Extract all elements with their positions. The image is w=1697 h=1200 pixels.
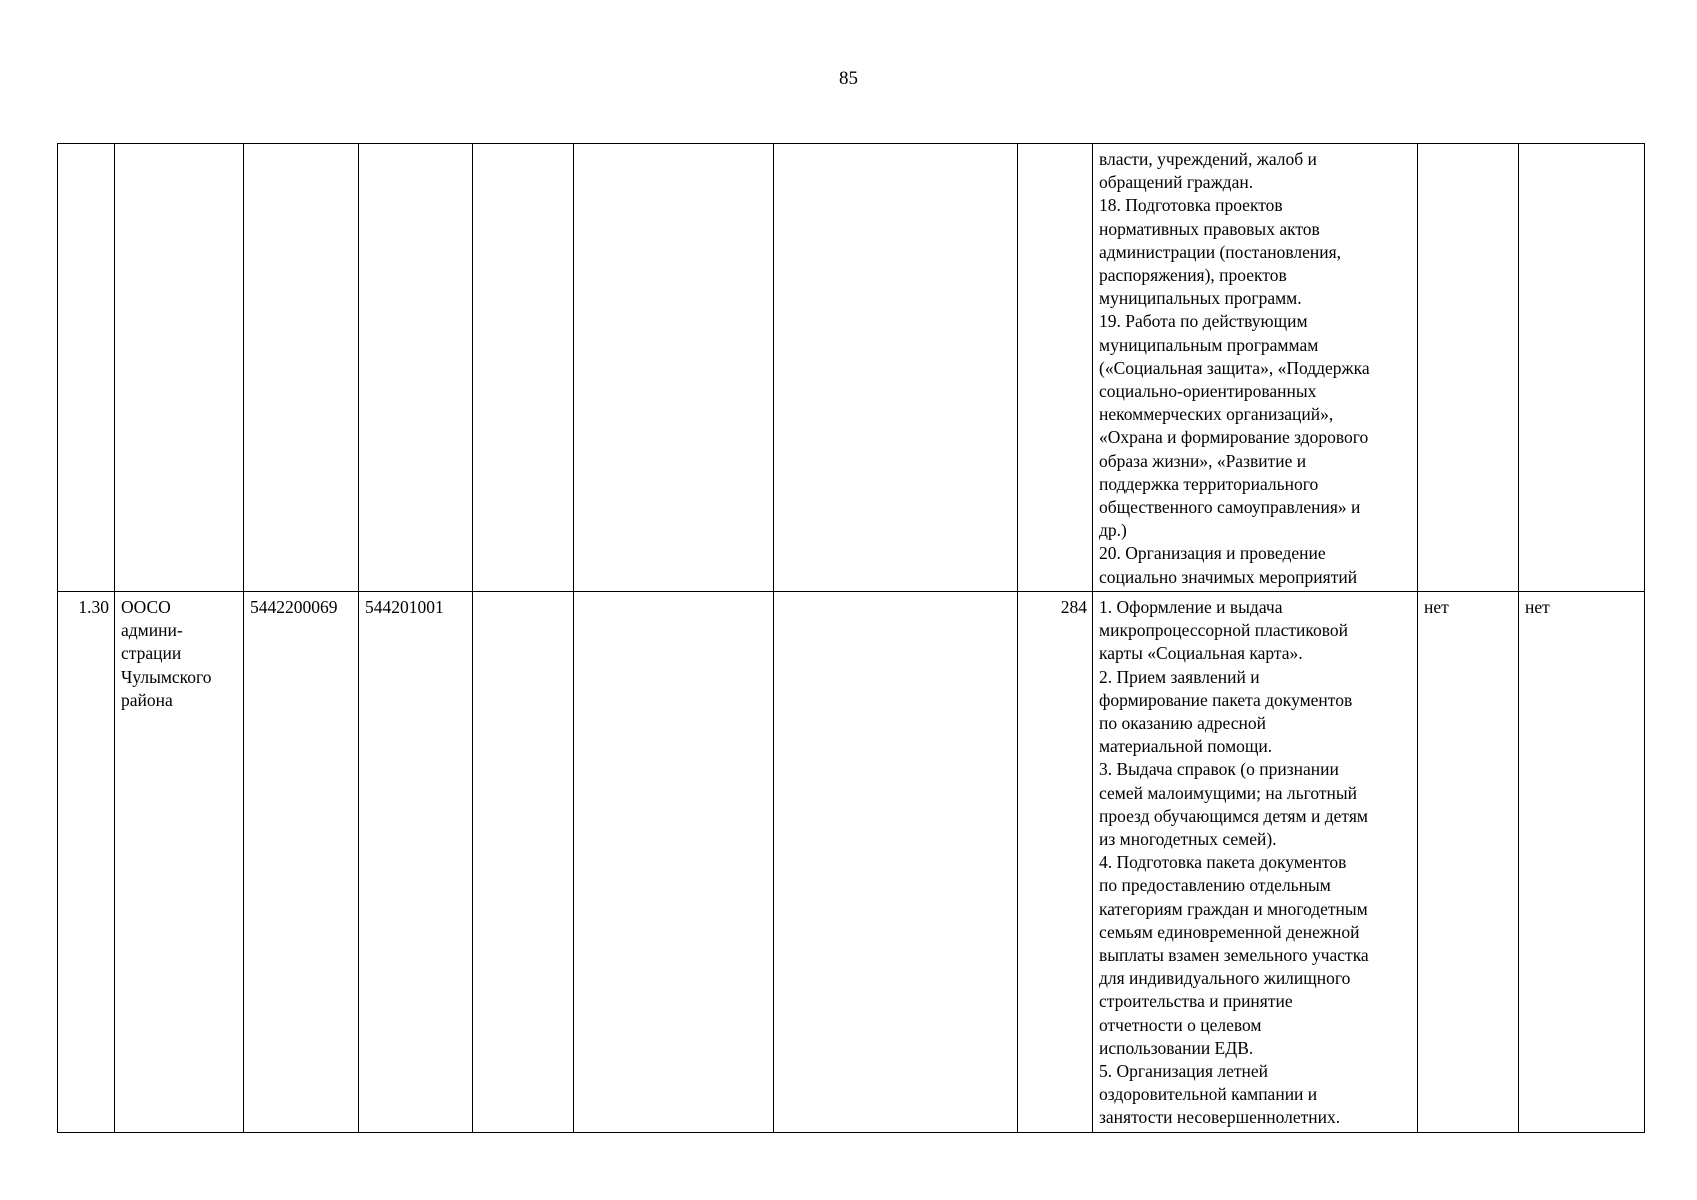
column-10-cell: [1418, 144, 1519, 592]
cell-line: Чулымского: [121, 666, 212, 687]
cell-line: страции: [121, 643, 182, 664]
cell-line: 3. Выдача справок (о признании: [1099, 759, 1339, 780]
organizations-table: [57, 143, 1645, 1133]
cell-text: 5442200069: [250, 597, 338, 617]
cell-line: для индивидуального жилищного: [1099, 968, 1351, 989]
cell-line: социально-ориентированных: [1099, 381, 1317, 402]
column-5-cell: [473, 144, 574, 592]
cell-line: 20. Организация и проведение: [1099, 543, 1326, 564]
column-11-cell: [1519, 592, 1645, 1133]
cell-line: др.): [1099, 520, 1127, 541]
cell-text: 284: [1060, 597, 1087, 617]
cell-line: категориям граждан и многодетным: [1099, 898, 1368, 919]
cell-text: 544201001: [365, 597, 444, 617]
cell-text: нет: [1525, 597, 1550, 617]
column-6-cell: [574, 592, 774, 1133]
cell-line: семьям единовременной денежной: [1099, 921, 1360, 942]
inn-cell: [244, 592, 359, 1133]
table-row: [58, 592, 1645, 1133]
cell-line: района: [121, 689, 173, 710]
column-5-cell: [473, 592, 574, 1133]
kpp-cell: [359, 144, 473, 592]
cell-line: семей малоимущими; на льготный: [1099, 782, 1358, 803]
cell-line: нормативных правовых актов: [1099, 218, 1320, 239]
column-6-cell: [574, 144, 774, 592]
cell-line: власти, учреждений, жалоб и: [1099, 149, 1317, 169]
column-10-cell: [1418, 592, 1519, 1133]
cell-line: обращений граждан.: [1099, 172, 1254, 193]
cell-line: некоммерческих организаций»,: [1099, 404, 1334, 425]
cell-line: 4. Подготовка пакета документов: [1099, 852, 1347, 873]
row-number-cell: [58, 592, 115, 1133]
cell-line: карты «Социальная карта».: [1099, 643, 1303, 664]
functions-cell: [1093, 144, 1418, 592]
cell-line: по оказанию адресной: [1099, 713, 1266, 734]
cell-line: оздоровительной кампании и: [1099, 1084, 1318, 1105]
cell-line: («Социальная защита», «Поддержка: [1099, 357, 1370, 378]
row-number-cell: [58, 144, 115, 592]
cell-line: 19. Работа по действующим: [1099, 311, 1308, 332]
cell-line: 2. Прием заявлений и: [1099, 666, 1260, 687]
cell-line: из многодетных семей).: [1099, 829, 1277, 850]
cell-text: нет: [1424, 597, 1449, 617]
cell-line: ООСО: [121, 597, 171, 617]
cell-line: общественного самоуправления» и: [1099, 497, 1361, 518]
cell-line: использовании ЕДВ.: [1099, 1037, 1254, 1058]
cell-line: муниципальных программ.: [1099, 288, 1302, 309]
column-7-cell: [774, 592, 1018, 1133]
cell-line: микропроцессорной пластиковой: [1099, 620, 1349, 641]
cell-line: материальной помощи.: [1099, 736, 1273, 757]
cell-text: 1.30: [78, 597, 109, 617]
cell-line: отчетности о целевом: [1099, 1014, 1262, 1035]
cell-line: строительства и принятие: [1099, 991, 1293, 1012]
table-body: [58, 144, 1645, 1133]
page-number: 85: [839, 68, 858, 89]
inn-cell: [244, 144, 359, 592]
cell-line: 5. Организация летней: [1099, 1061, 1269, 1082]
organization-name-cell: [115, 144, 244, 592]
cell-line: образа жизни», «Развитие и: [1099, 450, 1307, 471]
cell-line: 1. Оформление и выдача: [1099, 597, 1283, 617]
cell-line: проезд обучающимся детям и детям: [1099, 805, 1368, 826]
cell-line: по предоставлению отдельным: [1099, 875, 1331, 896]
cell-line: 18. Подготовка проектов: [1099, 195, 1283, 216]
functions-cell: [1093, 592, 1418, 1133]
cell-line: распоряжения), проектов: [1099, 265, 1287, 286]
table-row: [58, 144, 1645, 592]
cell-line: занятости несовершеннолетних.: [1099, 1107, 1341, 1128]
cell-line: админи-: [121, 620, 183, 641]
cell-line: «Охрана и формирование здорового: [1099, 427, 1369, 448]
kpp-cell: [359, 592, 473, 1133]
count-cell: [1018, 144, 1093, 592]
cell-line: администрации (постановления,: [1099, 241, 1342, 262]
cell-line: формирование пакета документов: [1099, 689, 1353, 710]
organization-name-cell: [115, 592, 244, 1133]
cell-line: муниципальным программам: [1099, 334, 1319, 355]
column-11-cell: [1519, 144, 1645, 592]
cell-line: поддержка территориального: [1099, 473, 1319, 494]
cell-line: социально значимых мероприятий: [1099, 566, 1358, 587]
count-cell: [1018, 592, 1093, 1133]
column-7-cell: [774, 144, 1018, 592]
cell-line: выплаты взамен земельного участка: [1099, 945, 1369, 966]
